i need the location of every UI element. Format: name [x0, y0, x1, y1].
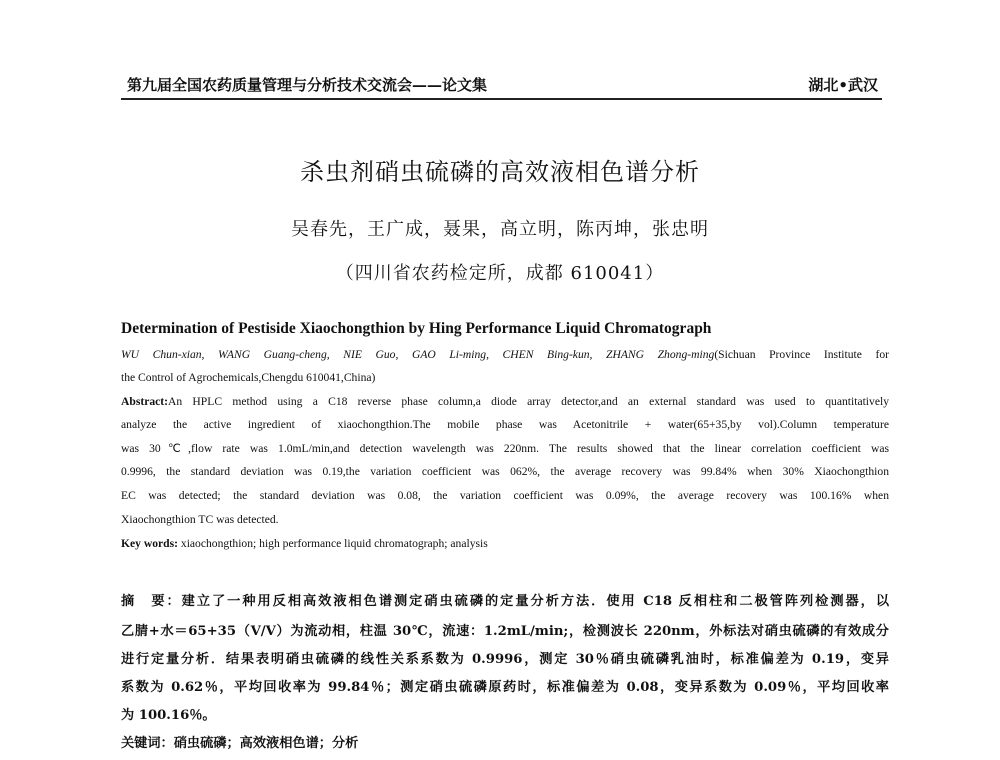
english-title: Determination of Pestiside Xiaochongthion by Hing Performance Liquid Chromatograph — [121, 320, 712, 337]
abstract-line-6: Xiaochongthion TC was detected. — [121, 513, 279, 526]
header-location: 湖北•武汉 — [808, 76, 878, 94]
abstract-line-1 — [121, 395, 889, 408]
chinese-abstract-line-4: 系数为 0.62％，平均回收率为 99.84％；测定硝虫硫磷原药时，标准偏差为 0.08，变异系数为 0.09％，平均回收率 — [121, 680, 889, 695]
running-header — [121, 70, 882, 100]
chinese-abstract-line-5: 为 100.16％。 — [121, 708, 216, 723]
keywords-text: xiaochongthion; high performance liquid chromatograph; analysis — [178, 537, 488, 550]
abstract-line-2: analyze the active ingredient of xiaochongthion.The mobile phase was Acetonitrile + water(65+35,by vol).Column temperature — [121, 418, 889, 431]
abstract-text: An HPLC method using a C18 reverse phase column,a diode array detector,and an external standard was used to quantitatively — [168, 395, 889, 408]
english-authors-line-1 — [121, 348, 889, 361]
chinese-abstract-label: 摘 要： — [121, 594, 182, 609]
chinese-abstract-line-2: 乙腈+水＝65+35（V/V）为流动相，柱温 30℃，流速：1.2mL/min;，检测波长 220nm，外标法对硝虫硫磷的有效成分 — [121, 624, 889, 639]
abstract-label: Abstract: — [121, 395, 169, 408]
chinese-abstract-text: 建立了一种用反相高效液相色谱测定硝虫硫磷的定量分析方法．使用 C18 反相柱和二极管阵列检测器，以 — [181, 594, 890, 609]
chinese-keywords — [121, 732, 889, 751]
chinese-abstract-line-1 — [121, 590, 889, 609]
chinese-keywords-label: 关键词： — [121, 736, 174, 751]
authors: 吴春先，王广成，聂果，高立明，陈丙坤，张忠明 — [291, 219, 709, 240]
english-author-names: WU Chun-xian, WANG Guang-cheng, NIE Guo, GAO Li-ming, CHEN Bing-kun, ZHANG Zhong-ming — [121, 348, 715, 361]
english-authors-line-2: the Control of Agrochemicals,Chengdu 610041,China) — [121, 371, 376, 384]
keywords-label: Key words: — [121, 537, 178, 550]
affiliation: （四川省农药检定所，成都 610041） — [335, 263, 665, 284]
chinese-keywords-text: 硝虫硫磷；高效液相色谱；分析 — [173, 736, 359, 751]
abstract-line-3: was 30℃,flow rate was 1.0mL/min,and detection wavelength was 220nm. The results showed that the linear correlation coefficient was — [121, 442, 889, 455]
english-affiliation-start: (Sichuan Province Institute for — [714, 348, 889, 361]
english-keywords — [121, 537, 889, 550]
header-conference: 第九届全国农药质量管理与分析技术交流会——论文集 — [127, 76, 488, 94]
abstract-line-4: 0.9996, the standard deviation was 0.19,the variation coefficient was 062%, the average recovery was 99.84% when 30% Xiaochongthion — [121, 465, 889, 478]
abstract-line-5: EC was detected; the standard deviation was 0.08, the variation coefficient was 0.09%, the average recovery was 100.16% when — [121, 489, 889, 502]
chinese-abstract-line-3: 进行定量分析．结果表明硝虫硫磷的线性关系系数为 0.9996，测定 30％硝虫硫磷乳油时，标准偏差为 0.19，变异 — [121, 652, 889, 667]
paper-title: 杀虫剂硝虫硫磷的高效液相色谱分析 — [300, 158, 700, 186]
